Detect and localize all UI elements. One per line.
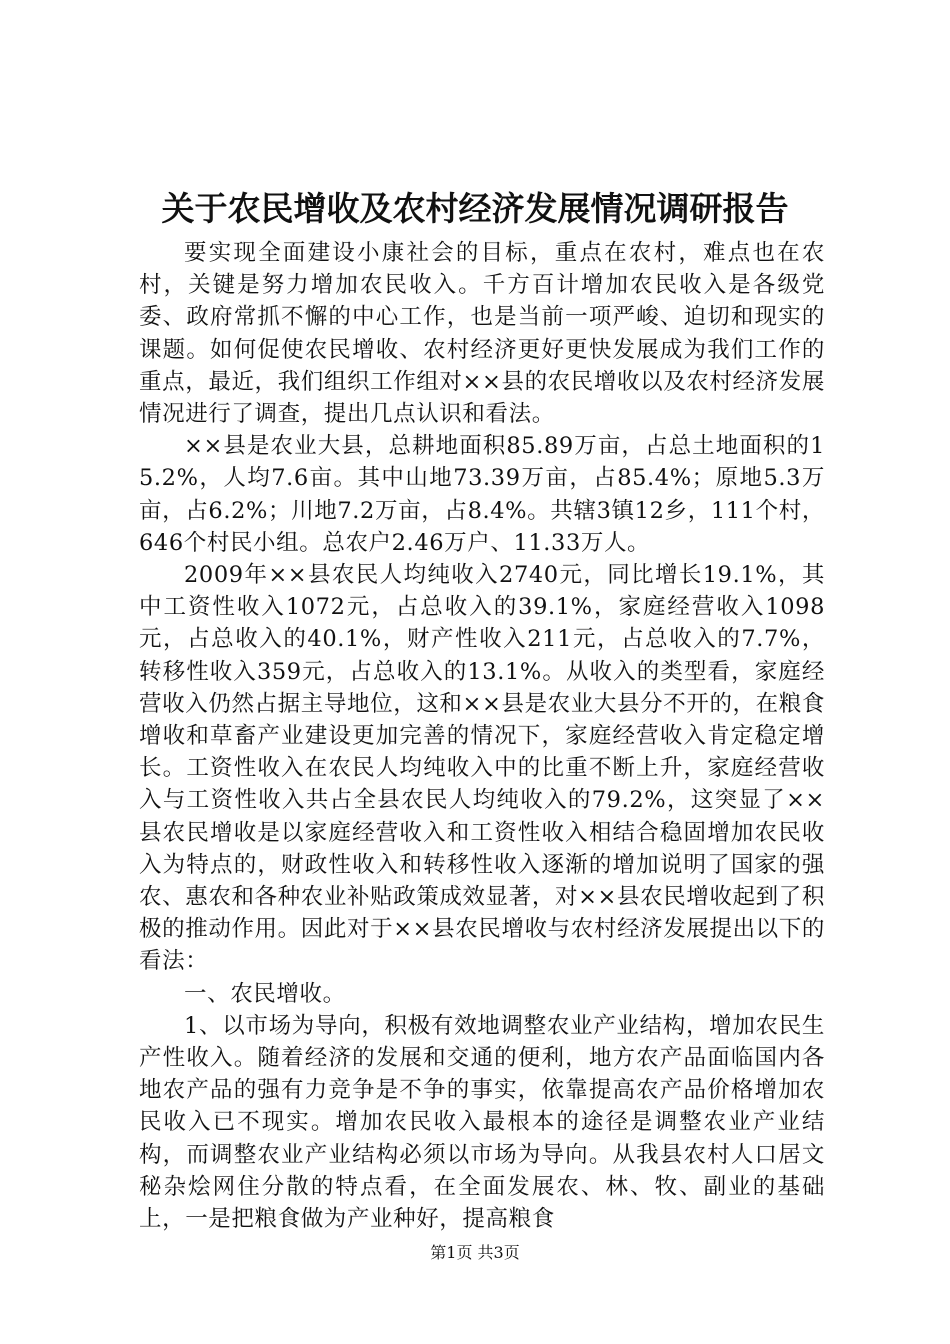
paragraph-intro: 要实现全面建设小康社会的目标，重点在农村，难点也在农村，关键是努力增加农民收入。千方百计增加农民收入是各级党委、政府常抓不懈的中心工作，也是当前一项严峻、迫切和现实的课题。如何促使农民增收、农村经济更好更快发展成为我们工作的重点，最近，我们组织工作组对××县的农民增收以及农村经济发展情况进行了调查，提出几点认识和看法。 — [139, 240, 825, 428]
document-title: 关于农民增收及农村经济发展情况调研报告 — [161, 189, 789, 228]
paragraph-market-orientation: 1、以市场为导向，积极有效地调整农业产业结构，增加农民生产性收入。随着经济的发展和交通的便利，地方农产品面临国内各地农产品的强有力竞争是不争的事实，依靠提高农产品价格增加农民收入已不现实。增加农民收入最根本的途径是调整农业产业结构，而调整农业产业结构必须以市场为导向。从我县农村人口居文秘杂烩网住分散的特点看，在全面发展农、林、牧、副业的基础上，一是把粮食做为产业种好，提高粮食 — [139, 1012, 825, 1233]
page-number-footer: 第1页 共3页 — [430, 1243, 520, 1262]
document-body — [139, 237, 825, 1235]
section-heading-farmer-income: 一、农民增收。 — [184, 980, 346, 1007]
paragraph-county-overview: ××县是农业大县，总耕地面积85.89万亩，占总土地面积的15.2%，人均7.6亩。其中山地73.39万亩，占85.4%；原地5.3万亩，占6.2%；川地7.2万亩，占8.4%。共辖3镇12乡，111个村，646个村民小组。总农户2.46万户、11.33万人。 — [139, 433, 825, 556]
paragraph-income-analysis: 2009年××县农民人均纯收入2740元，同比增长19.1%，其中工资性收入1072元，占总收入的39.1%，家庭经营收入1098元，占总收入的40.1%，财产性收入211元，占总收入的7.7%，转移性收入359元，占总收入的13.1%。从收入的类型看，家庭经营收入仍然占据主导地位，这和××县是农业大县分不开的，在粮食增收和草畜产业建设更加完善的情况下，家庭经营收入肯定稳定增长。工资性收入在农民人均纯收入中的比重不断上升，家庭经营收入与工资性收入共占全县农民人均纯收入的79.2%，这突显了××县农民增收是以家庭经营收入和工资性收入相结合稳固增加农民收入为特点的，财政性收入和转移性收入逐渐的增加说明了国家的强农、惠农和各种农业补贴政策成效显著，对××县农民增收起到了积极的推动作用。因此对于××县农民增收与农村经济发展提出以下的看法： — [139, 562, 825, 975]
